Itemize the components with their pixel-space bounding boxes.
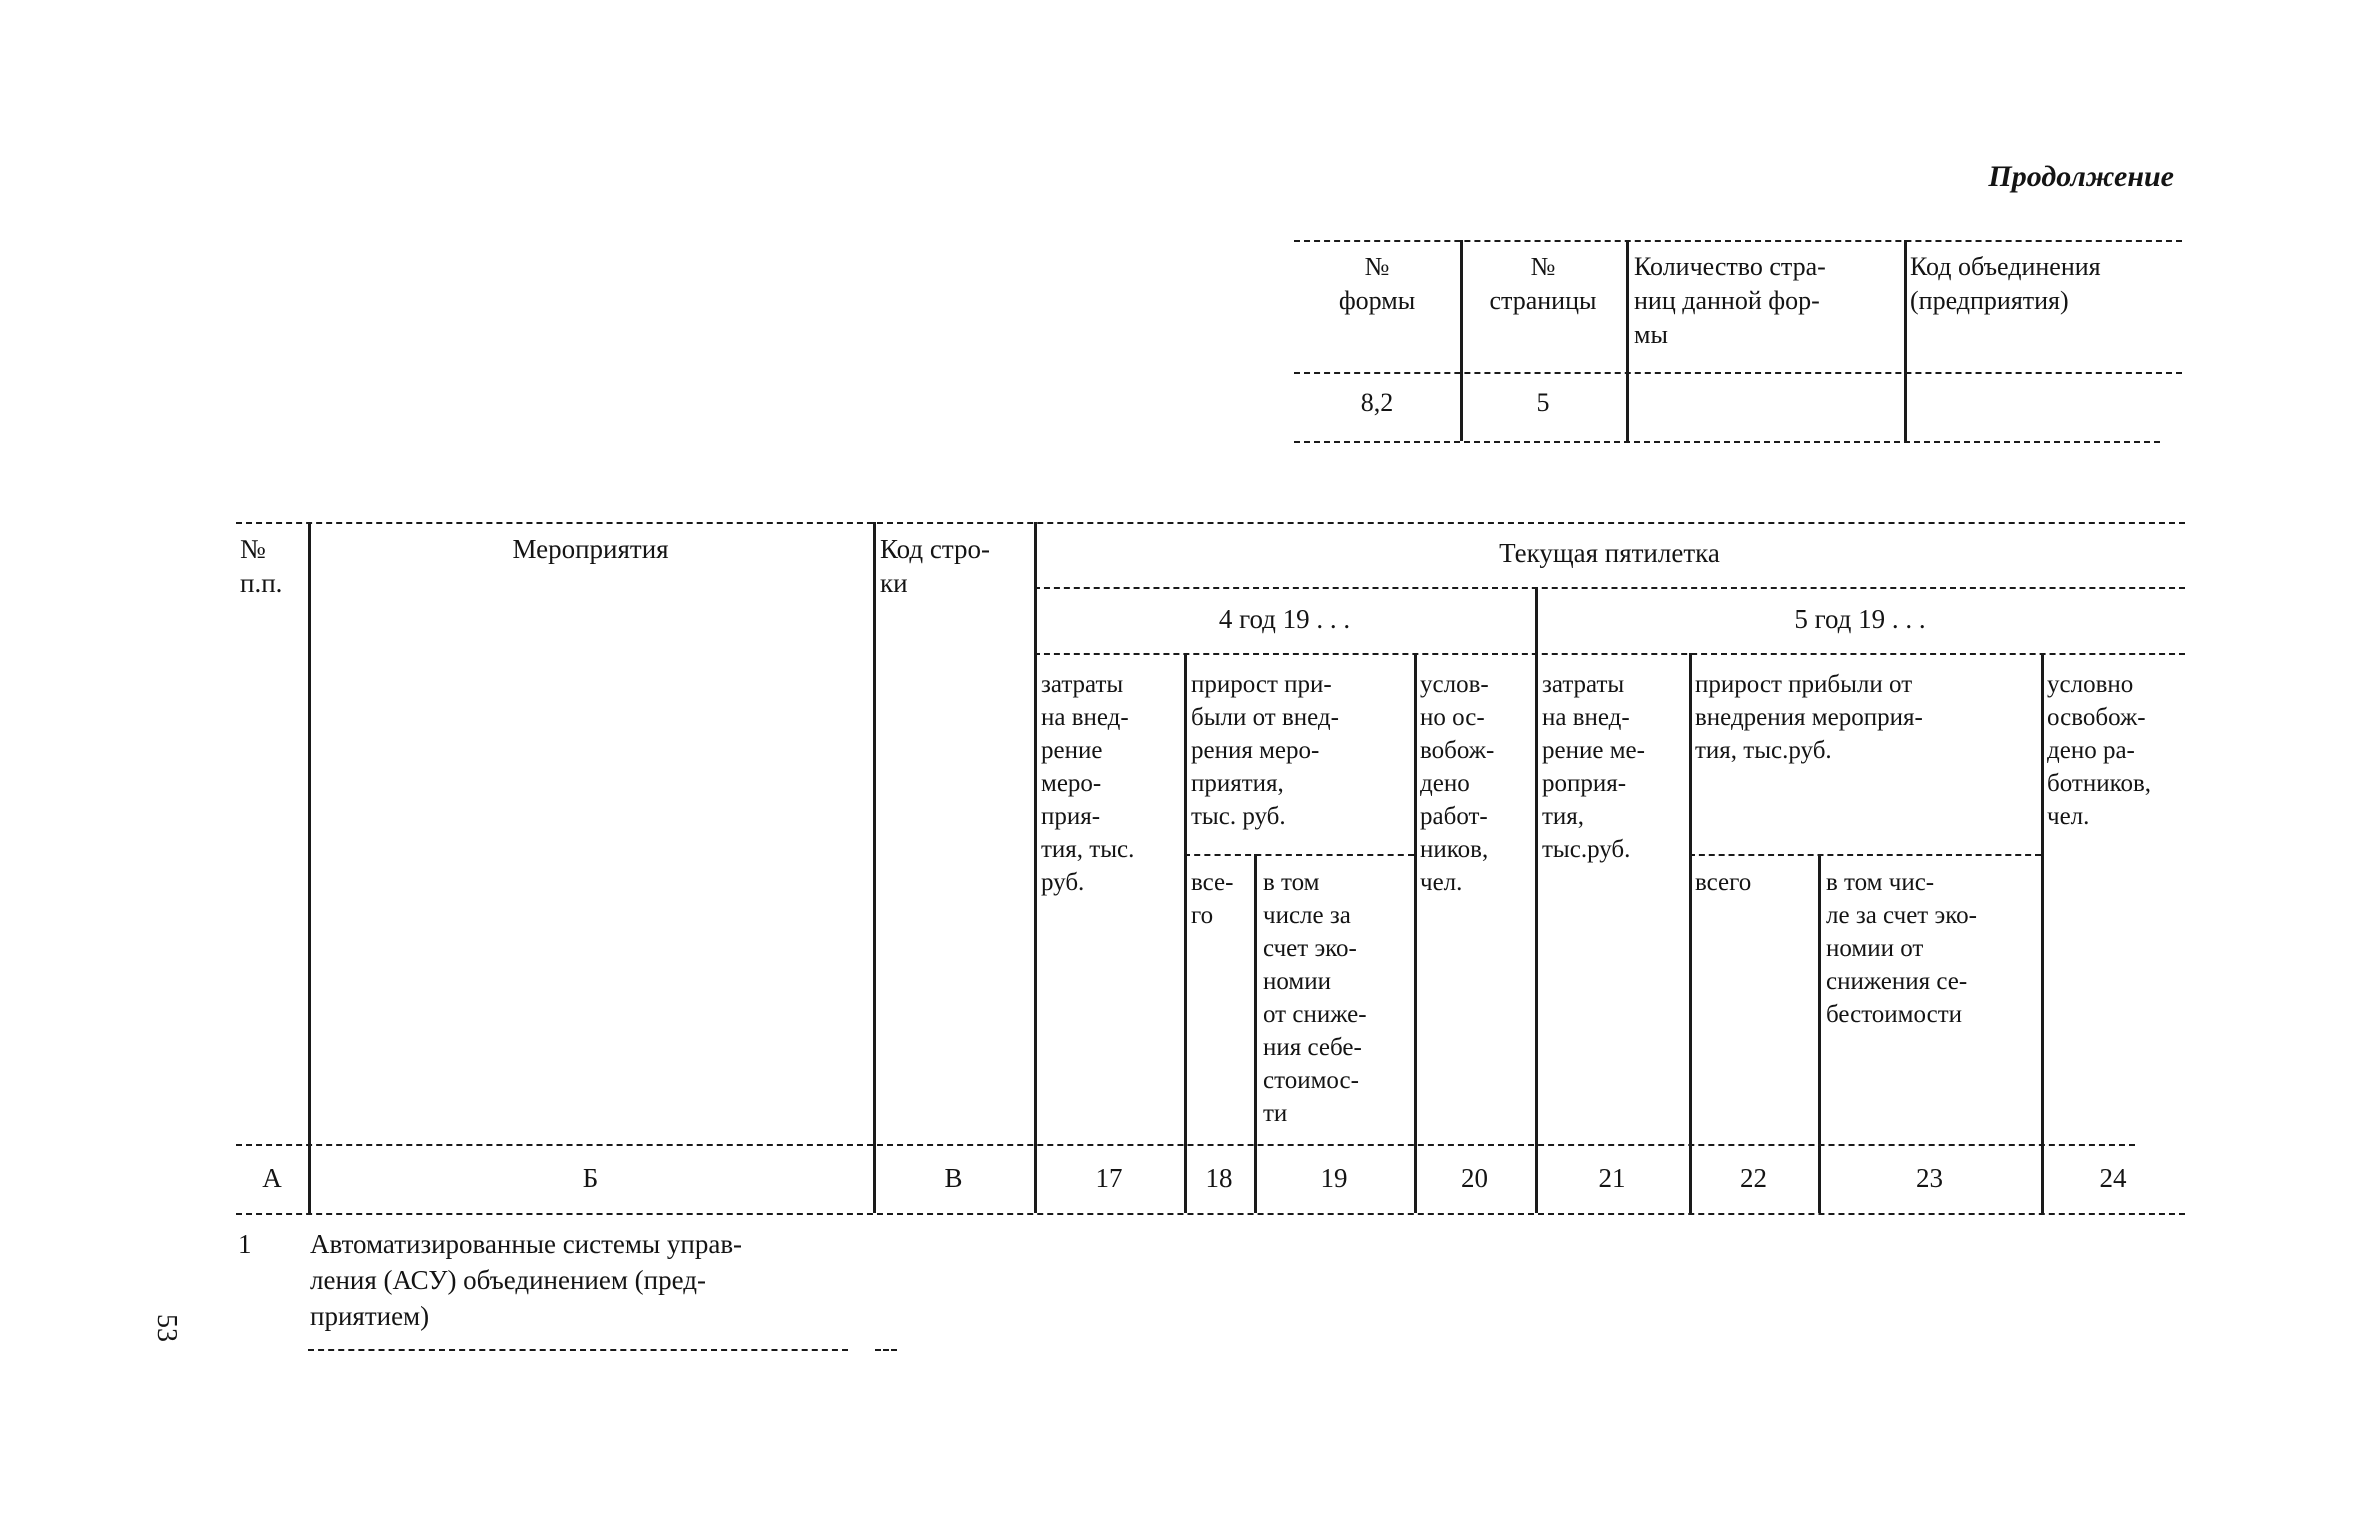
header-current-five-year-plan: Текущая пятилетка — [1499, 538, 1720, 568]
header-col20: услов- но ос- вобож- дено работ- ников, чел. — [1420, 671, 1495, 896]
column-divider — [1689, 653, 1692, 1213]
row-underline — [308, 1349, 848, 1351]
page-number: 53 — [151, 1314, 182, 1342]
header-year5: 5 год 19 . . . — [1794, 604, 1926, 634]
column-letter: А — [262, 1163, 282, 1193]
column-number: 22 — [1740, 1163, 1767, 1193]
column-letter: В — [944, 1163, 963, 1193]
header-col22-23: прирост прибыли от внедрения мероприя- тия, тыс.руб. — [1695, 671, 1923, 764]
column-number: 18 — [1205, 1163, 1233, 1193]
letter-row-rule — [236, 1213, 2185, 1215]
year5-profit-split-rule — [1689, 854, 2041, 856]
column-number: 17 — [1095, 1163, 1123, 1193]
column-number: 23 — [1916, 1163, 1943, 1193]
form-info-divider — [1626, 240, 1629, 441]
column-number: 20 — [1461, 1163, 1488, 1193]
row-measure: Автоматизированные системы управ- ления (АСУ) объединением (пред- приятием) — [310, 1229, 743, 1331]
column-letter: Б — [582, 1163, 599, 1193]
year-row-rule — [1034, 653, 2185, 655]
column-divider — [308, 522, 311, 1213]
column-number: 19 — [1320, 1163, 1348, 1193]
five-year-plan-rule — [1034, 587, 2185, 589]
header-col23: в том чис- ле за счет эко- номии от снижения се- бестоимости — [1826, 869, 1977, 1028]
header-col21: затраты на внед- рение ме- роприя- тия, тыс.руб. — [1542, 671, 1645, 863]
header-col17: затраты на внед- рение меро- прия- тия, тыс. руб. — [1041, 671, 1135, 896]
form-number-value: 8,2 — [1360, 388, 1394, 417]
header-col19: в том числе за счет эко- номии от сниже- ния себе- стоимос- ти — [1263, 869, 1367, 1127]
header-col18-19: прирост при- были от внед- рения меро- приятия, тыс. руб. — [1191, 671, 1339, 830]
form-info-divider — [1904, 240, 1907, 441]
header-measures: Мероприятия — [512, 534, 669, 564]
form-info-top-rule — [1294, 240, 2182, 242]
page-number-value: 5 — [1536, 388, 1550, 417]
header-row-code: Код стро- ки — [880, 534, 990, 598]
form-info-bottom-rule — [1294, 441, 2160, 443]
table-top-rule — [236, 522, 2185, 524]
year-divider — [1535, 587, 1538, 1213]
column-divider — [873, 522, 876, 1213]
header-col22: всего — [1695, 869, 1752, 896]
column-divider — [1414, 653, 1417, 1213]
row-underline — [875, 1349, 897, 1351]
year4-profit-split-rule — [1184, 854, 1414, 856]
row-number: 1 — [238, 1229, 252, 1259]
column-number: 21 — [1598, 1163, 1626, 1193]
header-num: № п.п. — [240, 534, 283, 598]
continuation-label: Продолжение — [1988, 160, 2174, 193]
header-col24: условно освобож- дено ра- ботников, чел. — [2047, 671, 2152, 830]
column-number: 24 — [2099, 1163, 2127, 1193]
header-col18: все- го — [1191, 869, 1234, 929]
page-number-header: № страницы — [1489, 252, 1597, 315]
association-code-header: Код объединения (предприятия) — [1910, 252, 2101, 315]
form-info-header-rule — [1294, 372, 2182, 374]
header-year4: 4 год 19 . . . — [1218, 604, 1351, 634]
column-divider — [1184, 653, 1187, 1213]
page-count-header: Количество стра- ниц данной фор- мы — [1634, 252, 1826, 349]
column-divider — [2041, 653, 2044, 1213]
form-number-header: № формы — [1338, 252, 1416, 315]
